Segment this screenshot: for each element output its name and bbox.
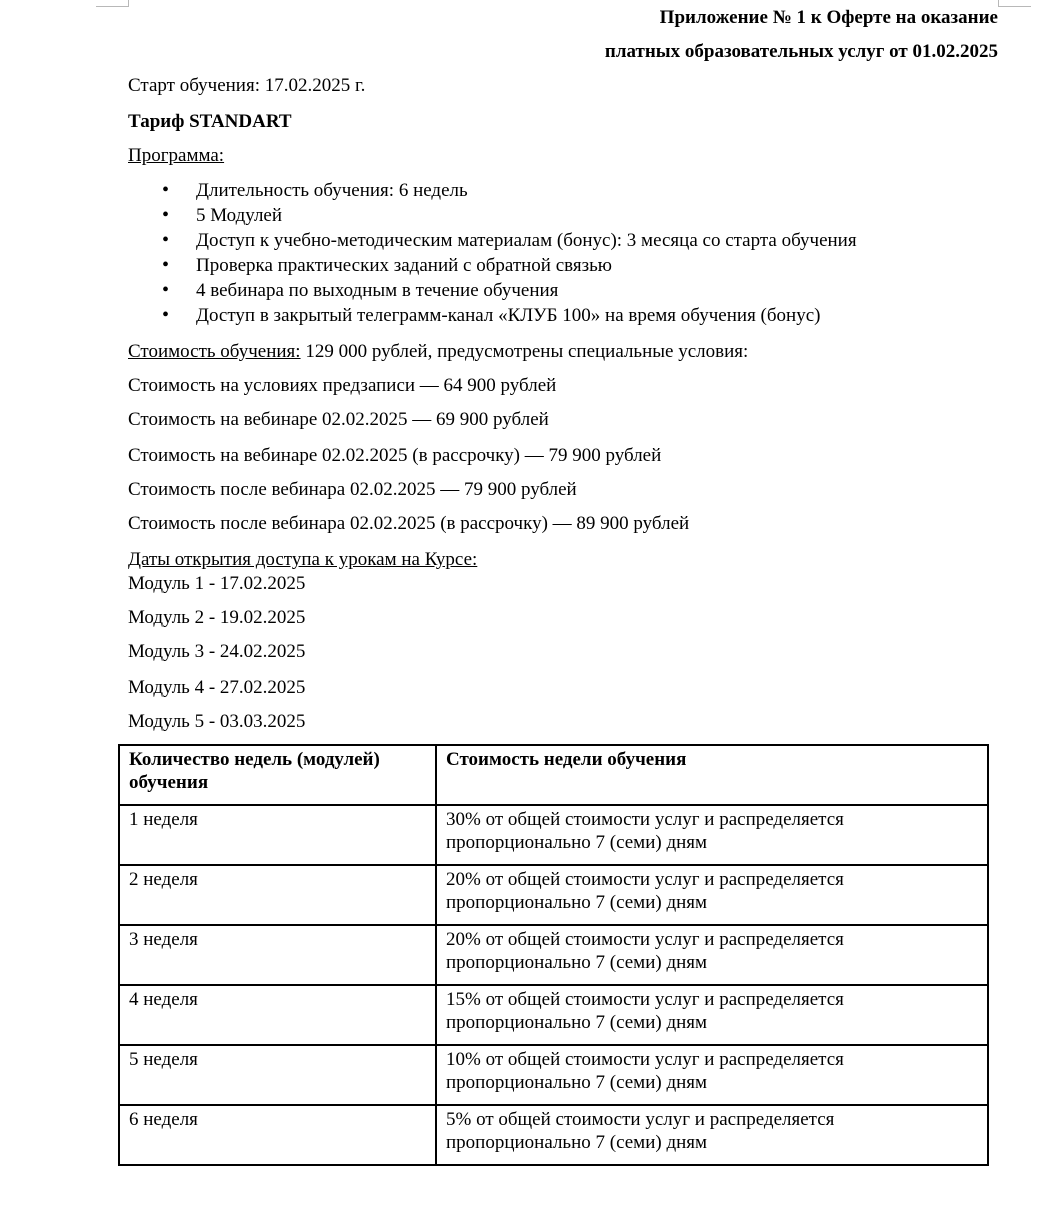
table-header-cell: Стоимость недели обучения xyxy=(436,745,988,805)
list-item: • 5 Модулей xyxy=(128,203,857,228)
table-cell: 3 неделя xyxy=(119,925,436,985)
price-line: Стоимость на вебинаре 02.02.2025 (в рассрочку) — 79 900 рублей xyxy=(128,445,662,466)
price-line: Стоимость на вебинаре 02.02.2025 — 69 900 рублей xyxy=(128,409,549,430)
table-cell: 6 неделя xyxy=(119,1105,436,1165)
table-header-row xyxy=(119,745,988,805)
cost-text: 129 000 рублей, предусмотрены специальные условия: xyxy=(300,341,749,362)
cost-label: Стоимость обучения: xyxy=(128,341,301,362)
weekly-cost-table xyxy=(118,744,989,1166)
table-cell: 5% от общей стоимости услуг и распределяется пропорционально 7 (семи) дням xyxy=(436,1105,988,1165)
module-date: Модуль 3 - 24.02.2025 xyxy=(128,641,306,662)
module-date: Модуль 2 - 19.02.2025 xyxy=(128,607,306,628)
price-line: Стоимость на условиях предзаписи — 64 900 рублей xyxy=(128,375,557,396)
table-cell: 30% от общей стоимости услуг и распределяется пропорционально 7 (семи) дням xyxy=(436,805,988,865)
page-corner-mark-right xyxy=(998,0,1031,7)
list-item: • Доступ к учебно-методическим материалам (бонус): 3 месяца со старта обучения xyxy=(128,228,857,253)
cost-paragraph xyxy=(128,340,748,364)
table-row xyxy=(119,1105,988,1165)
table-cell: 20% от общей стоимости услуг и распределяется пропорционально 7 (семи) дням xyxy=(436,925,988,985)
table-cell: 4 неделя xyxy=(119,985,436,1045)
table-row xyxy=(119,925,988,985)
module-date: Модуль 5 - 03.03.2025 xyxy=(128,711,306,732)
program-label: Программа: xyxy=(128,145,225,166)
table-cell: 10% от общей стоимости услуг и распределяется пропорционально 7 (семи) дням xyxy=(436,1045,988,1105)
table-cell: 15% от общей стоимости услуг и распределяется пропорционально 7 (семи) дням xyxy=(436,985,988,1045)
table-row xyxy=(119,805,988,865)
table-cell: 2 неделя xyxy=(119,865,436,925)
document-header xyxy=(605,6,998,74)
price-line: Стоимость после вебинара 02.02.2025 — 79 900 рублей xyxy=(128,479,577,500)
list-item: • Проверка практических заданий с обратной связью xyxy=(128,253,857,278)
list-item: • 4 вебинара по выходным в течение обучения xyxy=(128,278,857,303)
list-item: • Длительность обучения: 6 недель xyxy=(128,178,857,203)
price-line: Стоимость после вебинара 02.02.2025 (в рассрочку) — 89 900 рублей xyxy=(128,513,690,534)
module-date: Модуль 4 - 27.02.2025 xyxy=(128,677,306,698)
header-line-2: платных образовательных услуг от 01.02.2025 xyxy=(604,41,998,62)
table-cell: 1 неделя xyxy=(119,805,436,865)
header-line-1: Приложение № 1 к Оферте на оказание xyxy=(659,7,998,28)
table-row xyxy=(119,865,988,925)
dates-label: Даты открытия доступа к урокам на Курсе: xyxy=(128,549,478,570)
list-item: • Доступ в закрытый телеграмм-канал «КЛУБ 100» на время обучения (бонус) xyxy=(128,303,857,328)
table-header-cell: Количество недель (модулей) обучения xyxy=(119,745,436,805)
module-date: Модуль 1 - 17.02.2025 xyxy=(128,573,306,594)
table-cell: 20% от общей стоимости услуг и распределяется пропорционально 7 (семи) дням xyxy=(436,865,988,925)
page-corner-mark-left xyxy=(96,0,129,7)
program-list xyxy=(128,178,857,328)
tariff-title: Тариф STANDART xyxy=(128,111,292,132)
table-cell: 5 неделя xyxy=(119,1045,436,1105)
table-row xyxy=(119,1045,988,1105)
start-date: Старт обучения: 17.02.2025 г. xyxy=(128,75,366,96)
table-row xyxy=(119,985,988,1045)
